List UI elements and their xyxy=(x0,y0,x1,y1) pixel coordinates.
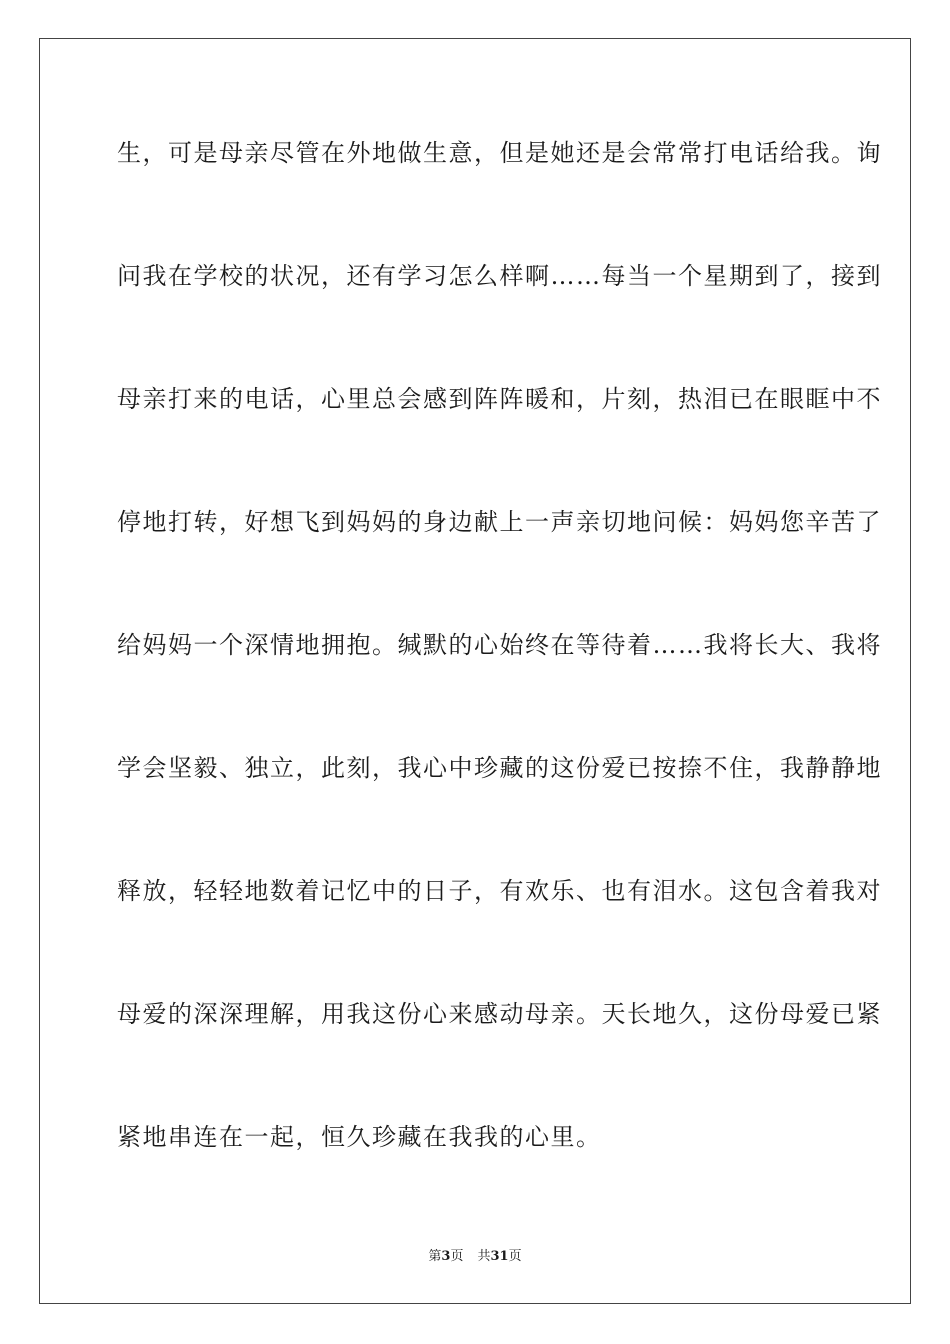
page-prefix: 第 xyxy=(428,1249,442,1264)
text-line: 释放，轻轻地数着记忆中的日子，有欢乐、也有泪水。这包含着我对 xyxy=(117,877,882,905)
total-prefix: 共 xyxy=(477,1249,491,1264)
page-suffix: 页 xyxy=(450,1249,464,1264)
text-line: 生，可是母亲尽管在外地做生意，但是她还是会常常打电话给我。询 xyxy=(117,139,882,167)
text-line: 问我在学校的状况，还有学习怎么样啊……每当一个星期到了，接到 xyxy=(117,262,882,290)
text-line: 学会坚毅、独立，此刻，我心中珍藏的这份爱已按捺不住，我静静地 xyxy=(117,754,882,782)
text-line: 母亲打来的电话，心里总会感到阵阵暖和，片刻，热泪已在眼眶中不 xyxy=(117,385,882,413)
page-border xyxy=(39,38,911,1304)
page-footer xyxy=(0,1249,950,1265)
text-line: 母爱的深深理解，用我这份心来感动母亲。天长地久，这份母爱已紧 xyxy=(117,1000,882,1028)
page-number: 3 xyxy=(441,1249,451,1264)
text-line: 紧地串连在一起，恒久珍藏在我我的心里。 xyxy=(117,1123,602,1151)
total-suffix: 页 xyxy=(508,1249,522,1264)
text-line: 停地打转，好想飞到妈妈的身边献上一声亲切地问候：妈妈您辛苦了 xyxy=(117,508,882,536)
total-pages: 31 xyxy=(490,1249,509,1264)
text-line: 给妈妈一个深情地拥抱。缄默的心始终在等待着……我将长大、我将 xyxy=(117,631,882,659)
